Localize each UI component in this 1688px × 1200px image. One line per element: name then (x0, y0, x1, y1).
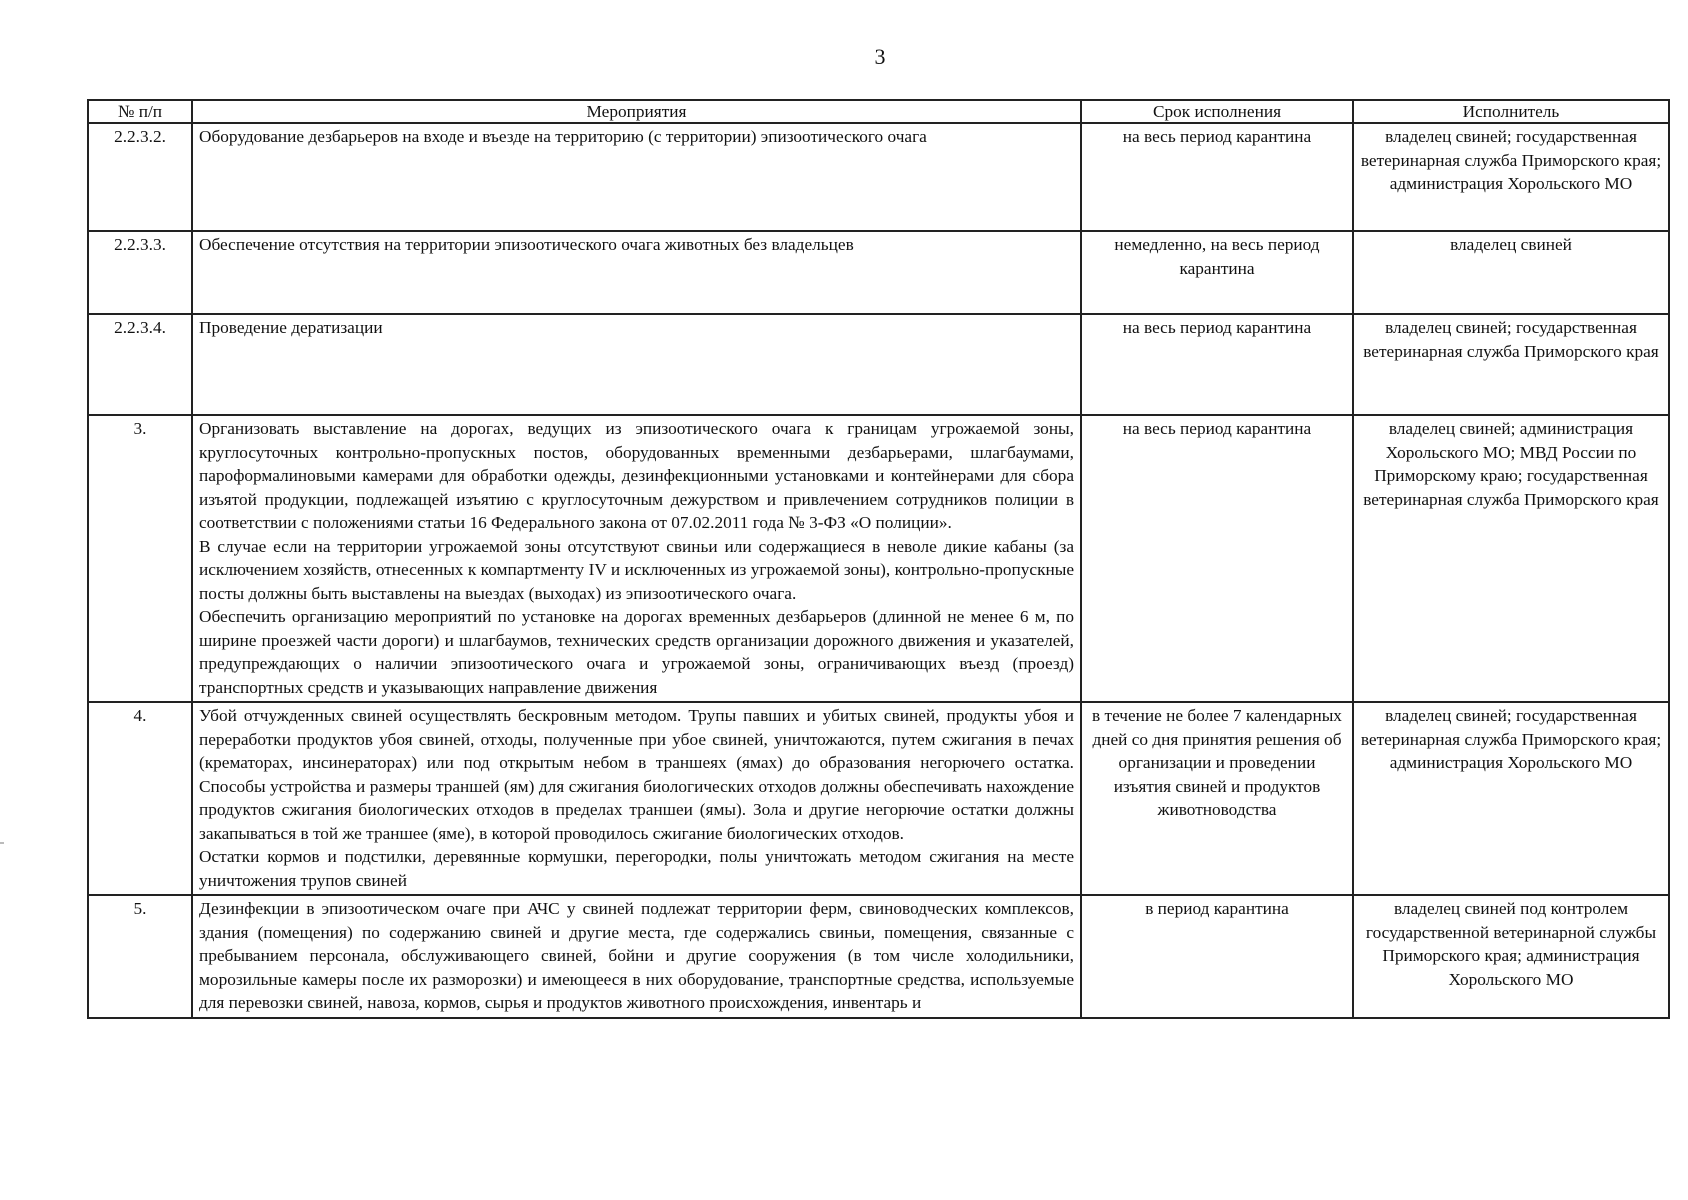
table-row (88, 123, 1669, 231)
header-term: Срок исполнения (1081, 100, 1353, 123)
table-row (88, 314, 1669, 415)
table-row (88, 415, 1669, 702)
row-action (192, 702, 1081, 895)
row-term: на весь период карантина (1081, 314, 1353, 415)
row-action (192, 231, 1081, 314)
row-number: 2.2.3.2. (88, 123, 192, 231)
action-paragraph: Остатки кормов и подстилки, деревянные кормушки, перегородки, полы уничтожать методом сжигания на месте уничтожения трупов свиней (199, 847, 1074, 890)
row-number: 2.2.3.3. (88, 231, 192, 314)
row-number: 5. (88, 895, 192, 1018)
action-paragraph: В случае если на территории угрожаемой зоны отсутствуют свиньи или содержащиеся в неволе дикие кабаны (за исключением хозяйств, отнесенных к компартменту IV и исключенных из угрожаемой зоны), контрольно-пропускные посты должны быть выставлены на выездах (выходах) из эпизоотического очага. (199, 536, 1074, 603)
row-term: в течение не более 7 календарных дней со дня принятия решения об организации и проведении изъятия свиней и продуктов животноводства (1081, 702, 1353, 895)
row-number: 4. (88, 702, 192, 895)
row-executor: владелец свиней; государственная ветеринарная служба Приморского края (1353, 314, 1669, 415)
action-paragraph: Убой отчужденных свиней осуществлять бескровным методом. Трупы павших и убитых свиней, продукты убоя и переработки продуктов убоя свиней, отходы, полученные при убое свиней, уничтожаются, путем сжигания в печах (крематорах, инсинераторах) или под открытым небом в траншеях (ямах) до образования негорючего остатка. Способы устройства и размеры траншей (ям) для сжигания биологических отходов должны обеспечивать нахождение продуктов сжигания биологических отходов в пределах траншеи (ямы). Зола и другие негорючие остатки должны закапываться в той же траншее (яме), в которой проводилось сжигание биологических отходов. (199, 706, 1074, 843)
row-action (192, 123, 1081, 231)
page-number: 3 (874, 44, 886, 69)
row-number: 3. (88, 415, 192, 702)
row-term: на весь период карантина (1081, 415, 1353, 702)
row-number: 2.2.3.4. (88, 314, 192, 415)
header-action: Мероприятия (192, 100, 1081, 123)
row-term: в период карантина (1081, 895, 1353, 1018)
row-executor: владелец свиней; государственная ветеринарная служба Приморского края; администрация Хорольского МО (1353, 123, 1669, 231)
row-executor: владелец свиней (1353, 231, 1669, 314)
table-row (88, 895, 1669, 1018)
scan-edge-mark (0, 842, 4, 844)
header-executor: Исполнитель (1353, 100, 1669, 123)
table-row (88, 231, 1669, 314)
action-paragraph: Обеспечить организацию мероприятий по установке на дорогах временных дезбарьеров (длинной не менее 6 м, по ширине проезжей части дороги) и шлагбаумов, технических средств организации дорожного движения и указателей, предупреждающих о наличии эпизоотического очага и угрожаемой зоны, ограничивающих въезд (проезд) транспортных средств и указывающих направление движения (199, 607, 1074, 697)
action-paragraph: Оборудование дезбарьеров на входе и въезде на территорию (с территории) эпизоотического очага (199, 127, 927, 146)
table-header-row (88, 100, 1669, 123)
action-paragraph: Дезинфекции в эпизоотическом очаге при АЧС у свиней подлежат территории ферм, свиноводческих комплексов, здания (помещения) по содержанию свиней и другие места, где содержались свиньи, помещения, связанные с пребыванием персонала, обслуживающего свиней, бойни и другие сооружения (в том числе холодильники, морозильные камеры после их разморозки) и имеющееся в них оборудование, транспортные средства, используемые для перевозки свиней, навоза, кормов, сырья и продуктов животного происхождения, инвентарь и (199, 899, 1074, 1012)
row-executor: владелец свиней; администрация Хорольского МО; МВД России по Приморскому краю; государственная ветеринарная служба Приморского края (1353, 415, 1669, 702)
row-executor: владелец свиней; государственная ветеринарная служба Приморского края; администрация Хорольского МО (1353, 702, 1669, 895)
row-action (192, 415, 1081, 702)
row-term: немедленно, на весь период карантина (1081, 231, 1353, 314)
row-action (192, 314, 1081, 415)
row-executor: владелец свиней под контролем государственной ветеринарной службы Приморского края; администрация Хорольского МО (1353, 895, 1669, 1018)
action-paragraph: Обеспечение отсутствия на территории эпизоотического очага животных без владельцев (199, 235, 854, 254)
action-paragraph: Проведение дератизации (199, 318, 383, 337)
table-row (88, 702, 1669, 895)
action-paragraph: Организовать выставление на дорогах, ведущих из эпизоотического очага к границам угрожаемой зоны, круглосуточных контрольно-пропускных постов, оборудованных временными дезбарьерами, шлагбаумами, пароформалиновыми камерами для обработки одежды, дезинфекционными установками и контейнерами для сбора изъятой продукции, подлежащей изъятию с круглосуточным дежурством и привлечением сотрудников полиции в соответствии с положениями статьи 16 Федерального закона от 07.02.2011 года № 3-ФЗ «О полиции». (199, 419, 1074, 532)
row-action (192, 895, 1081, 1018)
row-term: на весь период карантина (1081, 123, 1353, 231)
header-num: № п/п (88, 100, 192, 123)
measures-table (87, 99, 1670, 1019)
